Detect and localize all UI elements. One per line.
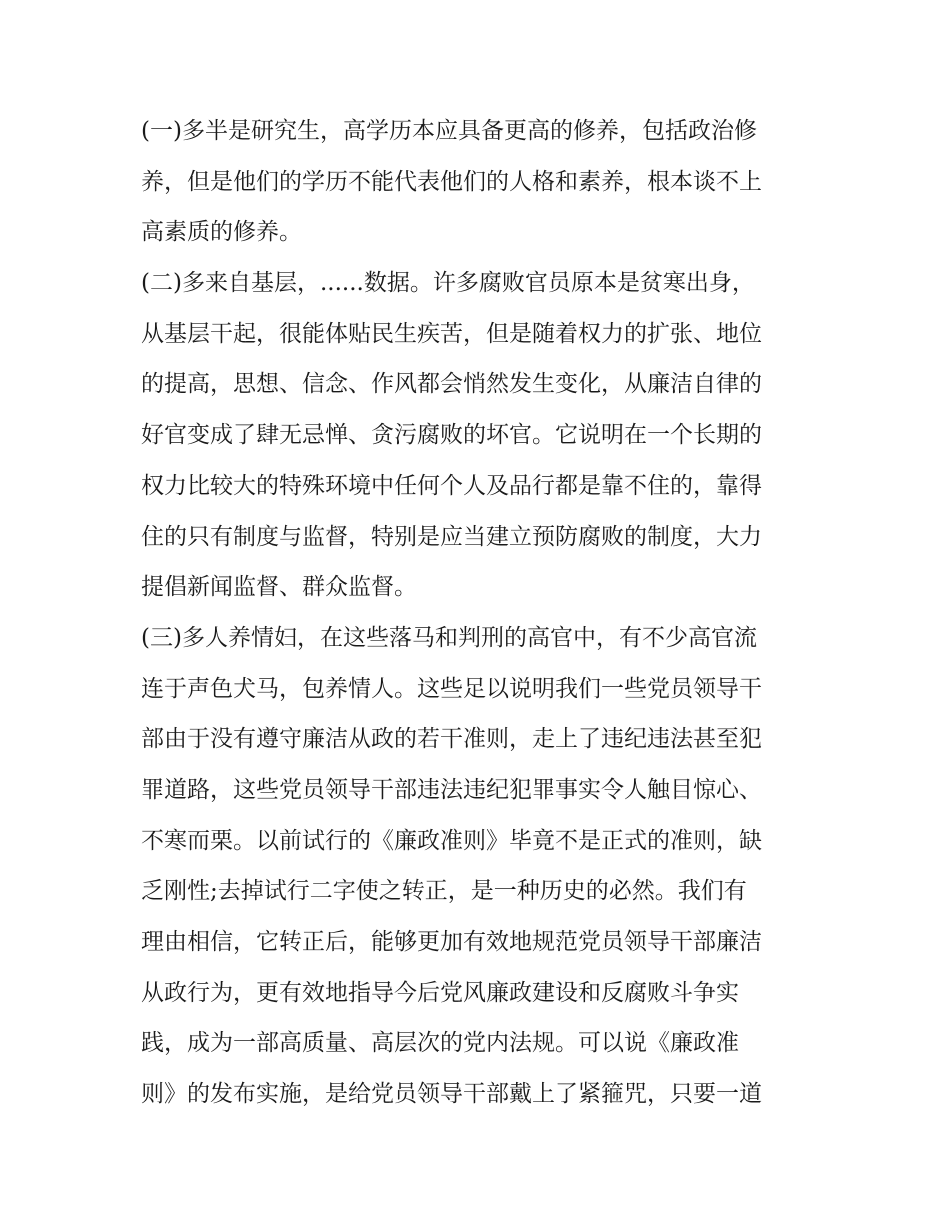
text-line: 从基层干起，很能体贴民生疾苦，但是随着权力的扩张、地位 bbox=[141, 320, 762, 347]
text-line: 理由相信，它转正后，能够更加有效地规范党员领导干部廉洁 bbox=[141, 929, 762, 955]
text-line: 的提高，思想、信念、作风都会悄然发生变化，从廉洁自律的 bbox=[141, 371, 762, 398]
text-line: 养，但是他们的学历不能代表他们的人格和素养，根本谈不上 bbox=[141, 168, 762, 195]
text-line: (三)多人养情妇，在这些落马和判刑的高官中，有不少高官流 bbox=[141, 624, 757, 651]
text-line: 践，成为一部高质量、高层次的党内法规。可以说《廉政准 bbox=[141, 1030, 739, 1057]
text-line: 权力比较大的特殊环境中任何个人及品行都是靠不住的，靠得 bbox=[141, 472, 762, 499]
text-line: 不寒而栗。以前试行的《廉政准则》毕竟不是正式的准则，缺 bbox=[141, 827, 762, 854]
text-line: 则》的发布实施，是给党员领导干部戴上了紧箍咒，只要一道 bbox=[141, 1081, 762, 1108]
text-line: (二)多来自基层，......数据。许多腐败官员原本是贫寒出身， bbox=[141, 270, 755, 297]
text-line: 好官变成了肆无忌惮、贪污腐败的坏官。它说明在一个长期的 bbox=[141, 422, 762, 449]
text-line: 罪道路，这些党员领导干部违法违纪犯罪事实令人触目惊心、 bbox=[141, 776, 762, 803]
document-body bbox=[141, 106, 811, 1120]
text-line: 部由于没有遵守廉洁从政的若干准则，走上了违纪违法甚至犯 bbox=[141, 726, 762, 753]
text-line: 提倡新闻监督、群众监督。 bbox=[141, 574, 417, 601]
text-line: 乏刚性;去掉试行二字使之转正，是一种历史的必然。我们有 bbox=[141, 878, 747, 905]
text-line: 高素质的修养。 bbox=[141, 219, 302, 246]
text-line: 从政行为，更有效地指导今后党风廉政建设和反腐败斗争实 bbox=[141, 979, 739, 1006]
text-line: (一)多半是研究生，高学历本应具备更高的修养，包括政治修 bbox=[141, 118, 757, 144]
text-line: 住的只有制度与监督，特别是应当建立预防腐败的制度，大力 bbox=[141, 523, 762, 550]
text-line: 连于声色犬马，包养情人。这些足以说明我们一些党员领导干 bbox=[141, 675, 762, 702]
